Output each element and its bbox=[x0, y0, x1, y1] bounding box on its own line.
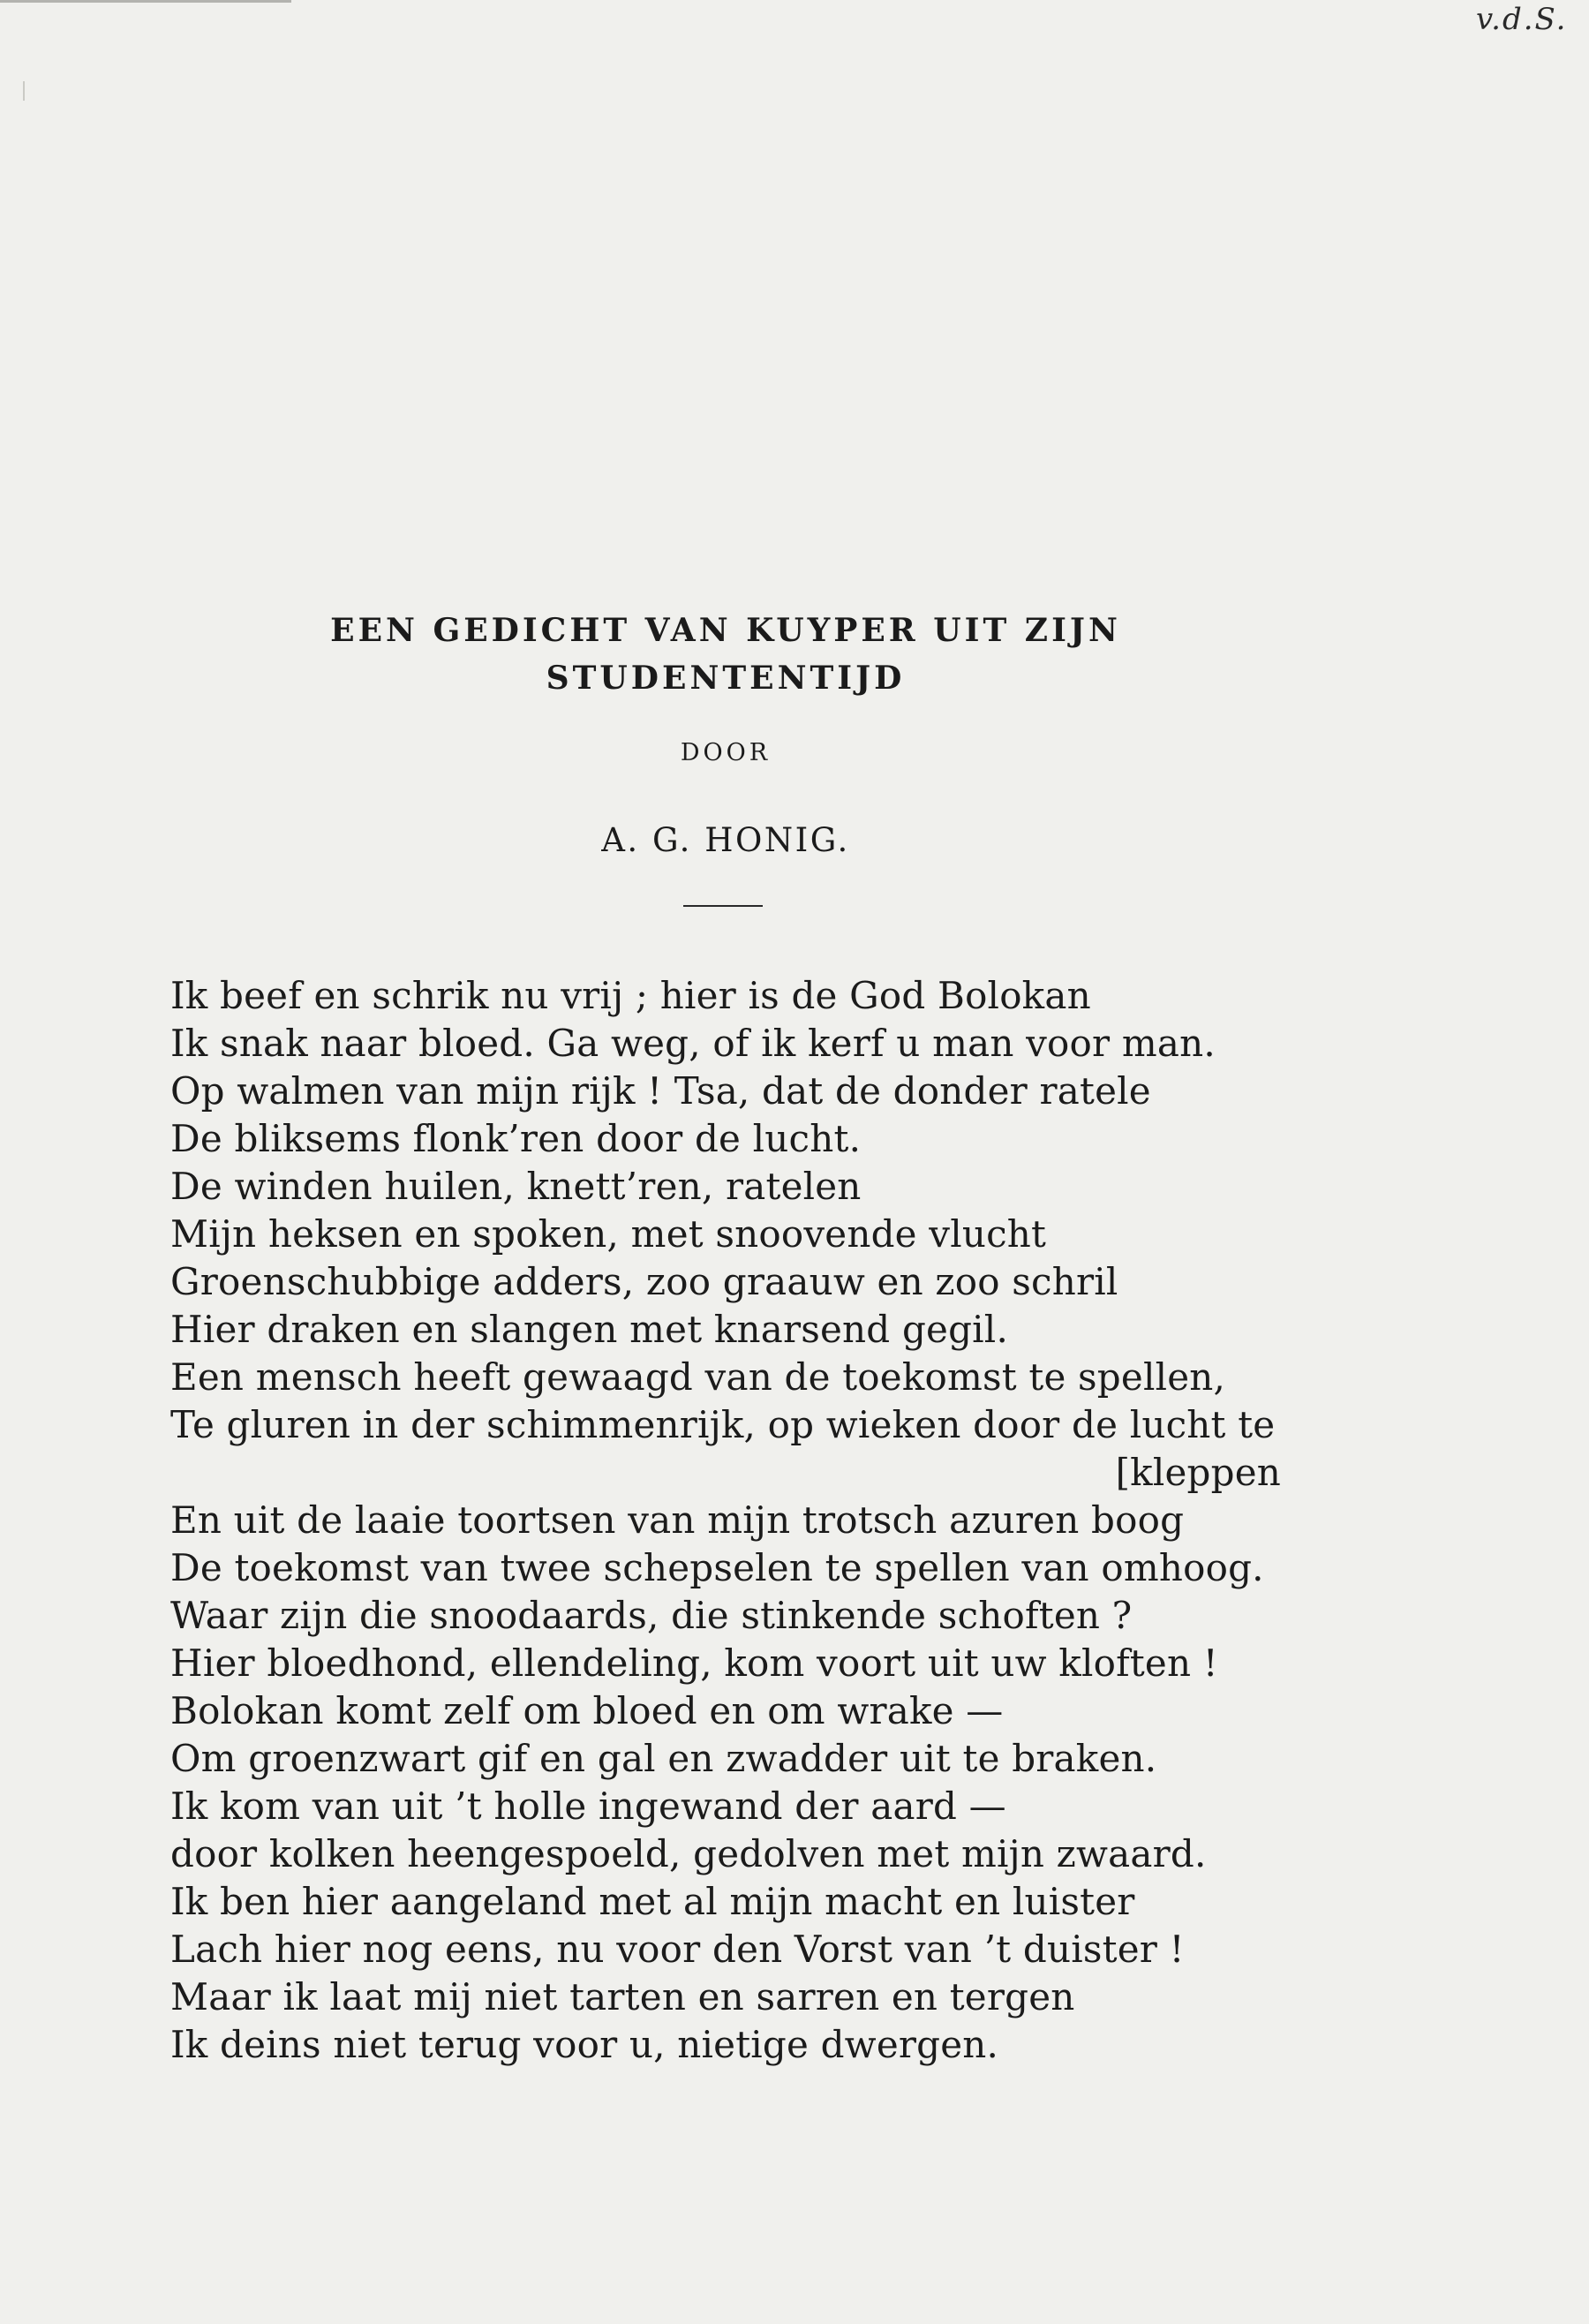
poem bbox=[170, 972, 1281, 2069]
poem-line: Een mensch heeft gewaagd van de toekomst te spellen, bbox=[170, 1355, 1226, 1399]
byline-prefix: DOOR bbox=[680, 739, 772, 766]
poem-line: De bliksems flonk’ren door de lucht. bbox=[170, 1117, 862, 1160]
poem-line: Op walmen van mijn rijk ! Tsa, dat de donder ratele bbox=[170, 1069, 1151, 1113]
poem-line: Maar ik laat mij niet tarten en sarren en tergen bbox=[170, 1975, 1075, 2018]
poem-line: Te gluren in der schimmenrijk, op wieken door de lucht te bbox=[170, 1403, 1276, 1446]
poem-line: Ik beef en schrik nu vrij ; hier is de God Bolokan bbox=[170, 974, 1091, 1017]
poem-line: De winden huilen, knett’ren, ratelen bbox=[170, 1165, 862, 1208]
poem-line: De toekomst van twee schepselen te spellen van omhoog. bbox=[170, 1546, 1264, 1589]
title-divider bbox=[683, 905, 763, 907]
byline-author: A. G. HONIG. bbox=[601, 821, 850, 859]
poem-line: Hier draken en slangen met knarsend gegil. bbox=[170, 1308, 1008, 1351]
scan-speck bbox=[23, 81, 25, 101]
poem-line: Ik kom van uit ’t holle ingewand der aard — bbox=[170, 1784, 1006, 1828]
poem-line: En uit de laaie toortsen van mijn trotsch azuren boog bbox=[170, 1498, 1185, 1542]
poem-line: Ik snak naar bloed. Ga weg, of ik kerf u man voor man. bbox=[170, 1022, 1216, 1065]
poem-line: Waar zijn die snoodaards, die stinkende schoften ? bbox=[170, 1594, 1133, 1637]
handwritten-annotation: v.d.S. bbox=[1476, 2, 1568, 37]
scan-edge bbox=[0, 0, 291, 3]
poem-line: Bolokan komt zelf om bloed en om wrake — bbox=[170, 1689, 1004, 1732]
poem-line: door kolken heengespoeld, gedolven met mijn zwaard. bbox=[170, 1832, 1207, 1875]
poem-line: Ik ben hier aangeland met al mijn macht en luister bbox=[170, 1880, 1135, 1923]
title-line-2: STUDENTENTIJD bbox=[546, 660, 906, 697]
poem-line-continuation: [kleppen bbox=[1115, 1451, 1281, 1494]
article-title bbox=[170, 607, 1281, 702]
title-line-1: EEN GEDICHT VAN KUYPER UIT ZIJN bbox=[330, 612, 1121, 649]
poem-line: Hier bloedhond, ellendeling, kom voort uit uw kloften ! bbox=[170, 1641, 1218, 1685]
poem-line: Groenschubbige adders, zoo graauw en zoo schril bbox=[170, 1260, 1118, 1303]
poem-line: Ik deins niet terug voor u, nietige dwergen. bbox=[170, 2023, 999, 2066]
poem-line: Om groenzwart gif en gal en zwadder uit te braken. bbox=[170, 1737, 1157, 1780]
poem-line: Lach hier nog eens, nu voor den Vorst van ’t duister ! bbox=[170, 1928, 1185, 1971]
poem-line: Mijn heksen en spoken, met snoovende vlucht bbox=[170, 1212, 1047, 1256]
